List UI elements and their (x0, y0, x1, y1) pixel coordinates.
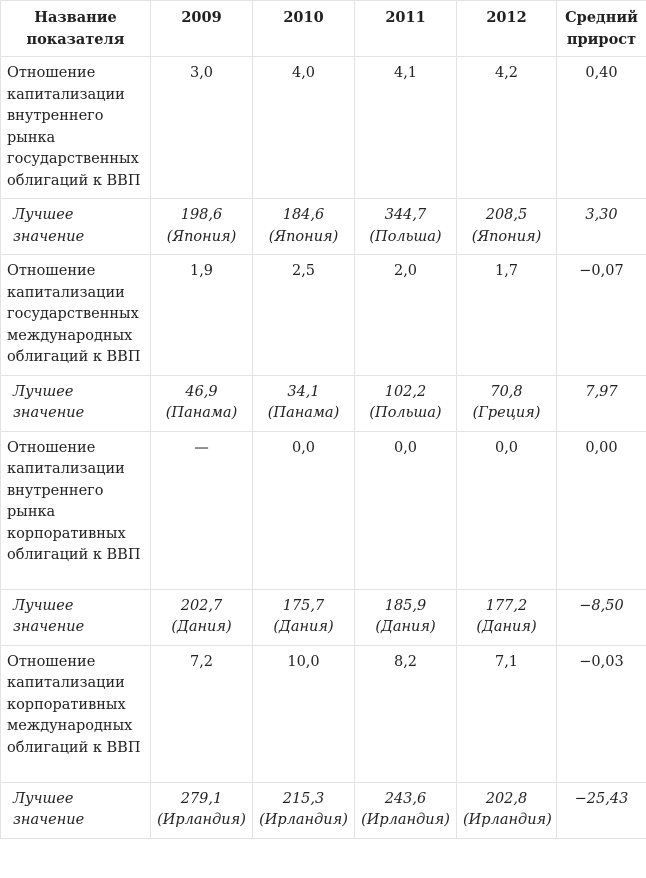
best-value: 198,6 (180, 207, 223, 223)
best-value: 175,7 (282, 597, 325, 614)
header-2011: 2011 (355, 1, 457, 57)
best-country: (Япония) (471, 228, 542, 245)
value-2009: — (151, 431, 253, 589)
best-2012 (457, 782, 557, 838)
average-growth: 0,00 (557, 431, 646, 589)
best-2009 (151, 375, 253, 431)
best-2011 (355, 375, 457, 431)
header-2012: 2012 (457, 1, 557, 57)
value-2012: 1,7 (457, 255, 557, 376)
best-value: 202,7 (180, 597, 223, 614)
best-value: 202,8 (485, 790, 528, 807)
best-country: (Греция) (472, 405, 541, 421)
best-value-label: Лучшее значение (1, 589, 151, 645)
best-value: 34,1 (287, 383, 320, 400)
value-2012: 4,2 (457, 57, 557, 199)
table-row (1, 199, 646, 255)
best-country: (Ирландия) (361, 812, 450, 828)
best-value: 208,5 (485, 207, 528, 223)
best-value: 279,1 (180, 790, 223, 807)
header-name: Название показателя (1, 1, 151, 57)
best-value: 46,9 (185, 383, 218, 400)
best-country: (Дания) (476, 619, 537, 635)
table-row (1, 57, 646, 199)
best-value-label: Лучшее значение (1, 375, 151, 431)
value-2012: 0,0 (457, 431, 557, 589)
header-2009: 2009 (151, 1, 253, 57)
best-country: (Япония) (268, 228, 339, 245)
value-2011: 4,1 (355, 57, 457, 199)
value-2010: 10,0 (253, 645, 355, 782)
average-growth: 0,40 (557, 57, 646, 199)
best-2009 (151, 782, 253, 838)
average-growth: −0,07 (557, 255, 646, 376)
value-2010: 4,0 (253, 57, 355, 199)
value-2011: 0,0 (355, 431, 457, 589)
table-row (1, 645, 646, 782)
best-2011 (355, 589, 457, 645)
value-2011: 2,0 (355, 255, 457, 376)
indicator-name: Отношение капитализации внутреннего рынка государственных облигаций к ВВП (1, 57, 151, 199)
best-value: 184,6 (282, 207, 325, 223)
best-2010 (253, 782, 355, 838)
best-country: (Панама) (267, 405, 340, 421)
average-growth: −8,50 (557, 589, 646, 645)
header-2010: 2010 (253, 1, 355, 57)
best-country: (Польша) (369, 228, 442, 245)
header-average-growth: Средний прирост (557, 1, 646, 57)
best-2012 (457, 199, 557, 255)
best-2009 (151, 589, 253, 645)
value-2012: 7,1 (457, 645, 557, 782)
best-2012 (457, 589, 557, 645)
value-2009: 1,9 (151, 255, 253, 376)
best-2010 (253, 199, 355, 255)
best-value: 102,2 (384, 383, 427, 400)
best-value: 344,7 (384, 207, 427, 223)
best-country: (Польша) (369, 405, 442, 421)
table-row (1, 589, 646, 645)
average-growth: −0,03 (557, 645, 646, 782)
best-country: (Ирландия) (259, 812, 348, 828)
table-row (1, 255, 646, 376)
average-growth: 7,97 (557, 375, 646, 431)
indicator-name: Отношение капитализации корпоративных международных облигаций к ВВП (1, 645, 151, 782)
best-value: 185,9 (384, 597, 427, 614)
best-2011 (355, 782, 457, 838)
value-2011: 8,2 (355, 645, 457, 782)
header-row (1, 1, 646, 57)
best-country: (Дания) (375, 619, 436, 635)
best-2011 (355, 199, 457, 255)
best-country: (Дания) (171, 619, 232, 635)
table-row (1, 375, 646, 431)
best-value: 215,3 (282, 790, 325, 807)
value-2010: 2,5 (253, 255, 355, 376)
best-value-label: Лучшее значение (1, 199, 151, 255)
best-country: (Ирландия) (463, 812, 552, 828)
best-country: (Япония) (166, 228, 237, 245)
best-country: (Дания) (273, 619, 334, 635)
best-value: 243,6 (384, 790, 427, 807)
table-row (1, 431, 646, 589)
indicator-name: Отношение капитализации внутреннего рынка корпоративных облигаций к ВВП (1, 431, 151, 589)
best-value-label: Лучшее значение (1, 782, 151, 838)
indicator-name: Отношение капитализации государственных международных облигаций к ВВП (1, 255, 151, 376)
best-2009 (151, 199, 253, 255)
best-value: 177,2 (485, 597, 528, 614)
best-2010 (253, 375, 355, 431)
best-2010 (253, 589, 355, 645)
table-row (1, 782, 646, 838)
best-value: 70,8 (490, 383, 523, 400)
average-growth: 3,30 (557, 199, 646, 255)
value-2010: 0,0 (253, 431, 355, 589)
value-2009: 3,0 (151, 57, 253, 199)
best-country: (Панама) (165, 405, 238, 421)
best-country: (Ирландия) (157, 812, 246, 828)
best-2012 (457, 375, 557, 431)
average-growth: −25,43 (557, 782, 646, 838)
value-2009: 7,2 (151, 645, 253, 782)
